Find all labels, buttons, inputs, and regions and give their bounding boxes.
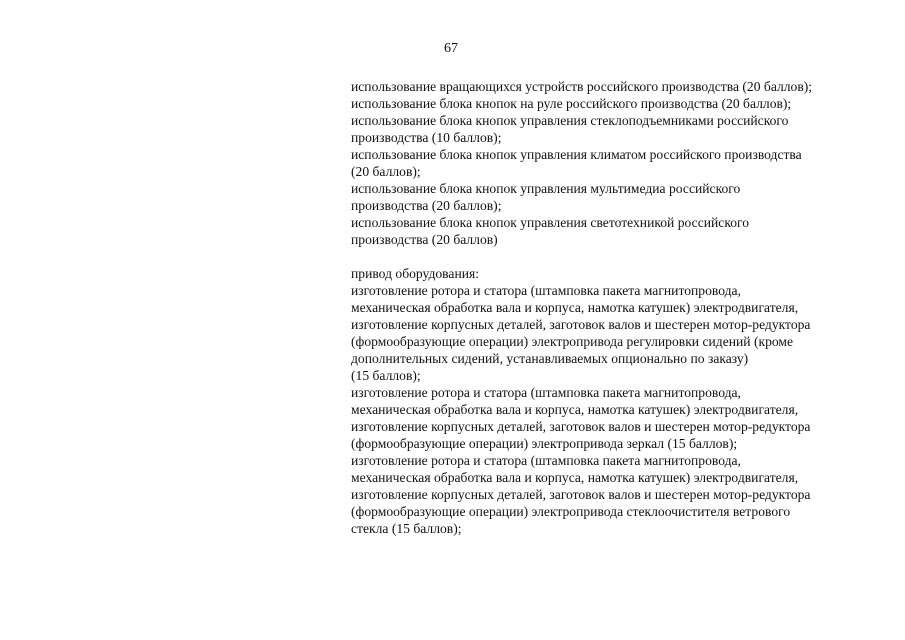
- text-line: изготовление корпусных деталей, заготовок валов и шестерен мотор-редуктора: [351, 317, 811, 332]
- text-line: использование блока кнопок управления климатом российского производства: [351, 147, 802, 162]
- text-line: (формообразующие операции) электропривода стеклоочистителя ветрового: [351, 504, 791, 519]
- text-line: механическая обработка вала и корпуса, намотка катушек) электродвигателя,: [351, 470, 799, 485]
- text-line: изготовление ротора и статора (штамповка пакета магнитопровода,: [351, 283, 741, 298]
- document-body: [351, 78, 891, 537]
- text-line: использование блока кнопок управления стеклоподъемниками российского: [351, 113, 789, 128]
- text-line: изготовление корпусных деталей, заготовок валов и шестерен мотор-редуктора: [351, 419, 811, 434]
- text-line: стекла (15 баллов);: [351, 521, 462, 536]
- text-line: (20 баллов);: [351, 164, 421, 179]
- text-line: (формообразующие операции) электропривода регулировки сидений (кроме: [351, 334, 794, 349]
- text-line: (15 баллов);: [351, 368, 421, 383]
- text-line: изготовление корпусных деталей, заготовок валов и шестерен мотор-редуктора: [351, 487, 811, 502]
- text-line: использование блока кнопок управления светотехникой российского: [351, 215, 750, 230]
- text-line: дополнительных сидений, устанавливаемых опционально по заказу): [351, 351, 749, 366]
- text-line: использование блока кнопок на руле российского производства (20 баллов);: [351, 96, 792, 111]
- text-line: использование блока кнопок управления мультимедиа российского: [351, 181, 741, 196]
- text-line: механическая обработка вала и корпуса, намотка катушек) электродвигателя,: [351, 402, 799, 417]
- text-line: производства (10 баллов);: [351, 130, 502, 145]
- section-heading: привод оборудования:: [351, 266, 480, 281]
- text-line: производства (20 баллов): [351, 232, 498, 247]
- text-line: изготовление ротора и статора (штамповка пакета магнитопровода,: [351, 453, 741, 468]
- text-line: производства (20 баллов);: [351, 198, 502, 213]
- text-line: механическая обработка вала и корпуса, намотка катушек) электродвигателя,: [351, 300, 799, 315]
- paragraph-spacer: [351, 248, 891, 265]
- paragraph-equipment-drive: [351, 265, 891, 537]
- text-line: изготовление ротора и статора (штамповка пакета магнитопровода,: [351, 385, 741, 400]
- paragraph-russian-components: [351, 78, 891, 248]
- text-line: (формообразующие операции) электропривода зеркал (15 баллов);: [351, 436, 738, 451]
- page-number: 67: [444, 41, 458, 56]
- text-line: использование вращающихся устройств российского производства (20 баллов);: [351, 79, 813, 94]
